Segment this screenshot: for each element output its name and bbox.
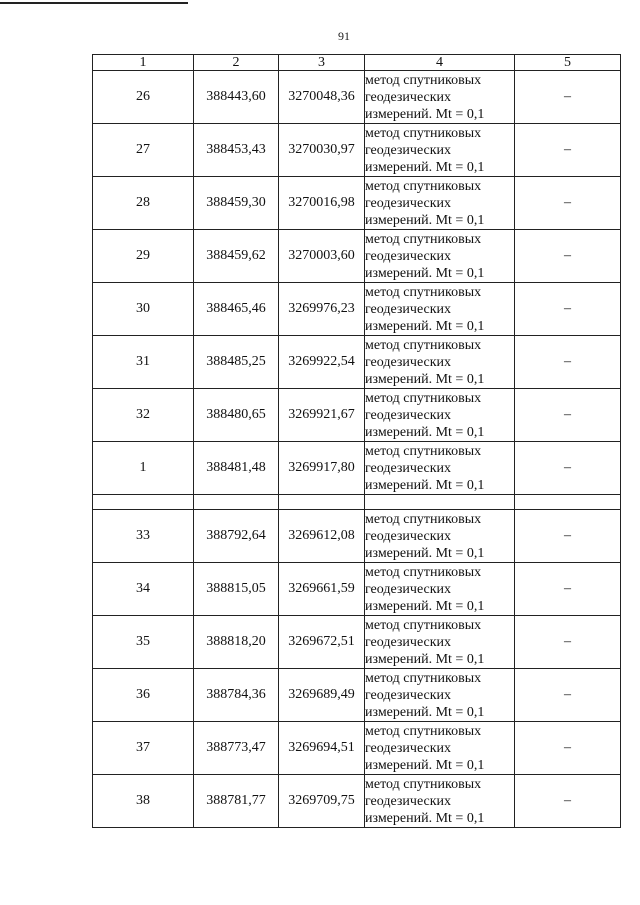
table-row bbox=[93, 616, 621, 669]
coordinate-y: 3269689,49 bbox=[279, 669, 365, 722]
table-row bbox=[93, 563, 621, 616]
note-dash: – bbox=[515, 510, 621, 563]
note-dash: – bbox=[515, 230, 621, 283]
coordinate-y: 3269921,67 bbox=[279, 389, 365, 442]
coordinates-table bbox=[92, 54, 621, 828]
coordinate-x: 388480,65 bbox=[194, 389, 279, 442]
point-number: 30 bbox=[93, 283, 194, 336]
table-row bbox=[93, 71, 621, 124]
method-cell bbox=[365, 669, 515, 722]
method-line: измерений. Mt = 0,1 bbox=[365, 371, 485, 387]
coordinate-x: 388792,64 bbox=[194, 510, 279, 563]
method-line: метод спутниковых bbox=[365, 723, 482, 739]
note-dash: – bbox=[515, 336, 621, 389]
header-row bbox=[93, 55, 621, 71]
table-row bbox=[93, 775, 621, 828]
table-row bbox=[93, 722, 621, 775]
method-line: измерений. Mt = 0,1 bbox=[365, 265, 485, 281]
coordinate-y: 3269917,80 bbox=[279, 442, 365, 495]
table-spacer-section bbox=[93, 495, 621, 510]
method-line: метод спутниковых bbox=[365, 390, 482, 406]
column-header: 2 bbox=[194, 55, 279, 71]
method-line: измерений. Mt = 0,1 bbox=[365, 212, 485, 228]
method-line: геодезических bbox=[365, 407, 452, 423]
coordinate-x: 388459,30 bbox=[194, 177, 279, 230]
point-number: 27 bbox=[93, 124, 194, 177]
method-line: измерений. Mt = 0,1 bbox=[365, 598, 485, 614]
coordinate-x: 388818,20 bbox=[194, 616, 279, 669]
method-line: метод спутниковых bbox=[365, 511, 482, 527]
method-cell bbox=[365, 563, 515, 616]
method-line: метод спутниковых bbox=[365, 670, 482, 686]
column-header: 5 bbox=[515, 55, 621, 71]
table-row bbox=[93, 442, 621, 495]
method-line: метод спутниковых bbox=[365, 72, 482, 88]
point-number: 26 bbox=[93, 71, 194, 124]
coordinate-x: 388815,05 bbox=[194, 563, 279, 616]
point-number: 37 bbox=[93, 722, 194, 775]
table-row bbox=[93, 510, 621, 563]
method-cell bbox=[365, 616, 515, 669]
method-line: измерений. Mt = 0,1 bbox=[365, 318, 485, 334]
coordinate-y: 3270030,97 bbox=[279, 124, 365, 177]
method-line: измерений. Mt = 0,1 bbox=[365, 810, 485, 826]
method-cell bbox=[365, 336, 515, 389]
method-line: геодезических bbox=[365, 142, 452, 158]
method-cell bbox=[365, 722, 515, 775]
method-line: измерений. Mt = 0,1 bbox=[365, 477, 485, 493]
coordinate-x: 388485,25 bbox=[194, 336, 279, 389]
point-number: 1 bbox=[93, 442, 194, 495]
point-number: 32 bbox=[93, 389, 194, 442]
method-line: метод спутниковых bbox=[365, 617, 482, 633]
note-dash: – bbox=[515, 71, 621, 124]
note-dash: – bbox=[515, 389, 621, 442]
table-body-first-contour bbox=[93, 71, 621, 495]
point-number: 28 bbox=[93, 177, 194, 230]
method-line: геодезических bbox=[365, 248, 452, 264]
method-cell bbox=[365, 510, 515, 563]
method-cell bbox=[365, 230, 515, 283]
coordinate-x: 388453,43 bbox=[194, 124, 279, 177]
coordinate-x: 388784,36 bbox=[194, 669, 279, 722]
method-line: измерений. Mt = 0,1 bbox=[365, 159, 485, 175]
note-dash: – bbox=[515, 177, 621, 230]
method-line: метод спутниковых bbox=[365, 776, 482, 792]
note-dash: – bbox=[515, 563, 621, 616]
method-line: измерений. Mt = 0,1 bbox=[365, 424, 485, 440]
method-line: метод спутниковых bbox=[365, 178, 482, 194]
coordinate-y: 3269672,51 bbox=[279, 616, 365, 669]
table-row bbox=[93, 230, 621, 283]
point-number: 34 bbox=[93, 563, 194, 616]
coordinate-x: 388465,46 bbox=[194, 283, 279, 336]
note-dash: – bbox=[515, 669, 621, 722]
table-row bbox=[93, 336, 621, 389]
table-row bbox=[93, 177, 621, 230]
method-cell bbox=[365, 177, 515, 230]
column-header: 3 bbox=[279, 55, 365, 71]
note-dash: – bbox=[515, 775, 621, 828]
method-line: метод спутниковых bbox=[365, 337, 482, 353]
coordinate-y: 3269661,59 bbox=[279, 563, 365, 616]
method-line: геодезических bbox=[365, 460, 452, 476]
method-line: измерений. Mt = 0,1 bbox=[365, 757, 485, 773]
method-cell bbox=[365, 124, 515, 177]
point-number: 38 bbox=[93, 775, 194, 828]
method-line: геодезических bbox=[365, 634, 452, 650]
point-number: 33 bbox=[93, 510, 194, 563]
method-cell bbox=[365, 283, 515, 336]
coordinate-y: 3269976,23 bbox=[279, 283, 365, 336]
coordinate-y: 3269694,51 bbox=[279, 722, 365, 775]
coordinate-x: 388481,48 bbox=[194, 442, 279, 495]
method-line: измерений. Mt = 0,1 bbox=[365, 651, 485, 667]
spacer-row bbox=[93, 495, 621, 510]
point-number: 36 bbox=[93, 669, 194, 722]
method-line: геодезических bbox=[365, 793, 452, 809]
table-row bbox=[93, 669, 621, 722]
coordinate-x: 388781,77 bbox=[194, 775, 279, 828]
coordinate-y: 3270016,98 bbox=[279, 177, 365, 230]
coordinate-y: 3269612,08 bbox=[279, 510, 365, 563]
coordinate-y: 3270048,36 bbox=[279, 71, 365, 124]
coordinate-x: 388443,60 bbox=[194, 71, 279, 124]
method-line: геодезических bbox=[365, 301, 452, 317]
coordinate-y: 3269922,54 bbox=[279, 336, 365, 389]
method-line: измерений. Mt = 0,1 bbox=[365, 545, 485, 561]
table-row bbox=[93, 389, 621, 442]
note-dash: – bbox=[515, 616, 621, 669]
column-header: 4 bbox=[365, 55, 515, 71]
method-cell bbox=[365, 775, 515, 828]
method-line: геодезических bbox=[365, 89, 452, 105]
method-line: геодезических bbox=[365, 687, 452, 703]
note-dash: – bbox=[515, 124, 621, 177]
method-line: метод спутниковых bbox=[365, 125, 482, 141]
note-dash: – bbox=[515, 722, 621, 775]
note-dash: – bbox=[515, 442, 621, 495]
method-line: метод спутниковых bbox=[365, 443, 482, 459]
column-header: 1 bbox=[93, 55, 194, 71]
method-line: измерений. Mt = 0,1 bbox=[365, 704, 485, 720]
coordinate-y: 3270003,60 bbox=[279, 230, 365, 283]
table-row bbox=[93, 124, 621, 177]
point-number: 29 bbox=[93, 230, 194, 283]
method-cell bbox=[365, 389, 515, 442]
top-rule bbox=[0, 2, 188, 4]
coordinate-y: 3269709,75 bbox=[279, 775, 365, 828]
method-line: геодезических bbox=[365, 740, 452, 756]
method-line: геодезических bbox=[365, 581, 452, 597]
method-line: метод спутниковых bbox=[365, 284, 482, 300]
method-line: геодезических bbox=[365, 528, 452, 544]
coordinate-x: 388459,62 bbox=[194, 230, 279, 283]
page-number: 91 bbox=[338, 29, 350, 43]
note-dash: – bbox=[515, 283, 621, 336]
point-number: 31 bbox=[93, 336, 194, 389]
method-line: измерений. Mt = 0,1 bbox=[365, 106, 485, 122]
point-number: 35 bbox=[93, 616, 194, 669]
method-cell bbox=[365, 71, 515, 124]
method-line: геодезических bbox=[365, 354, 452, 370]
method-line: метод спутниковых bbox=[365, 231, 482, 247]
method-line: геодезических bbox=[365, 195, 452, 211]
table-body-second-contour bbox=[93, 510, 621, 828]
coordinate-x: 388773,47 bbox=[194, 722, 279, 775]
method-line: метод спутниковых bbox=[365, 564, 482, 580]
method-cell bbox=[365, 442, 515, 495]
table-row bbox=[93, 283, 621, 336]
